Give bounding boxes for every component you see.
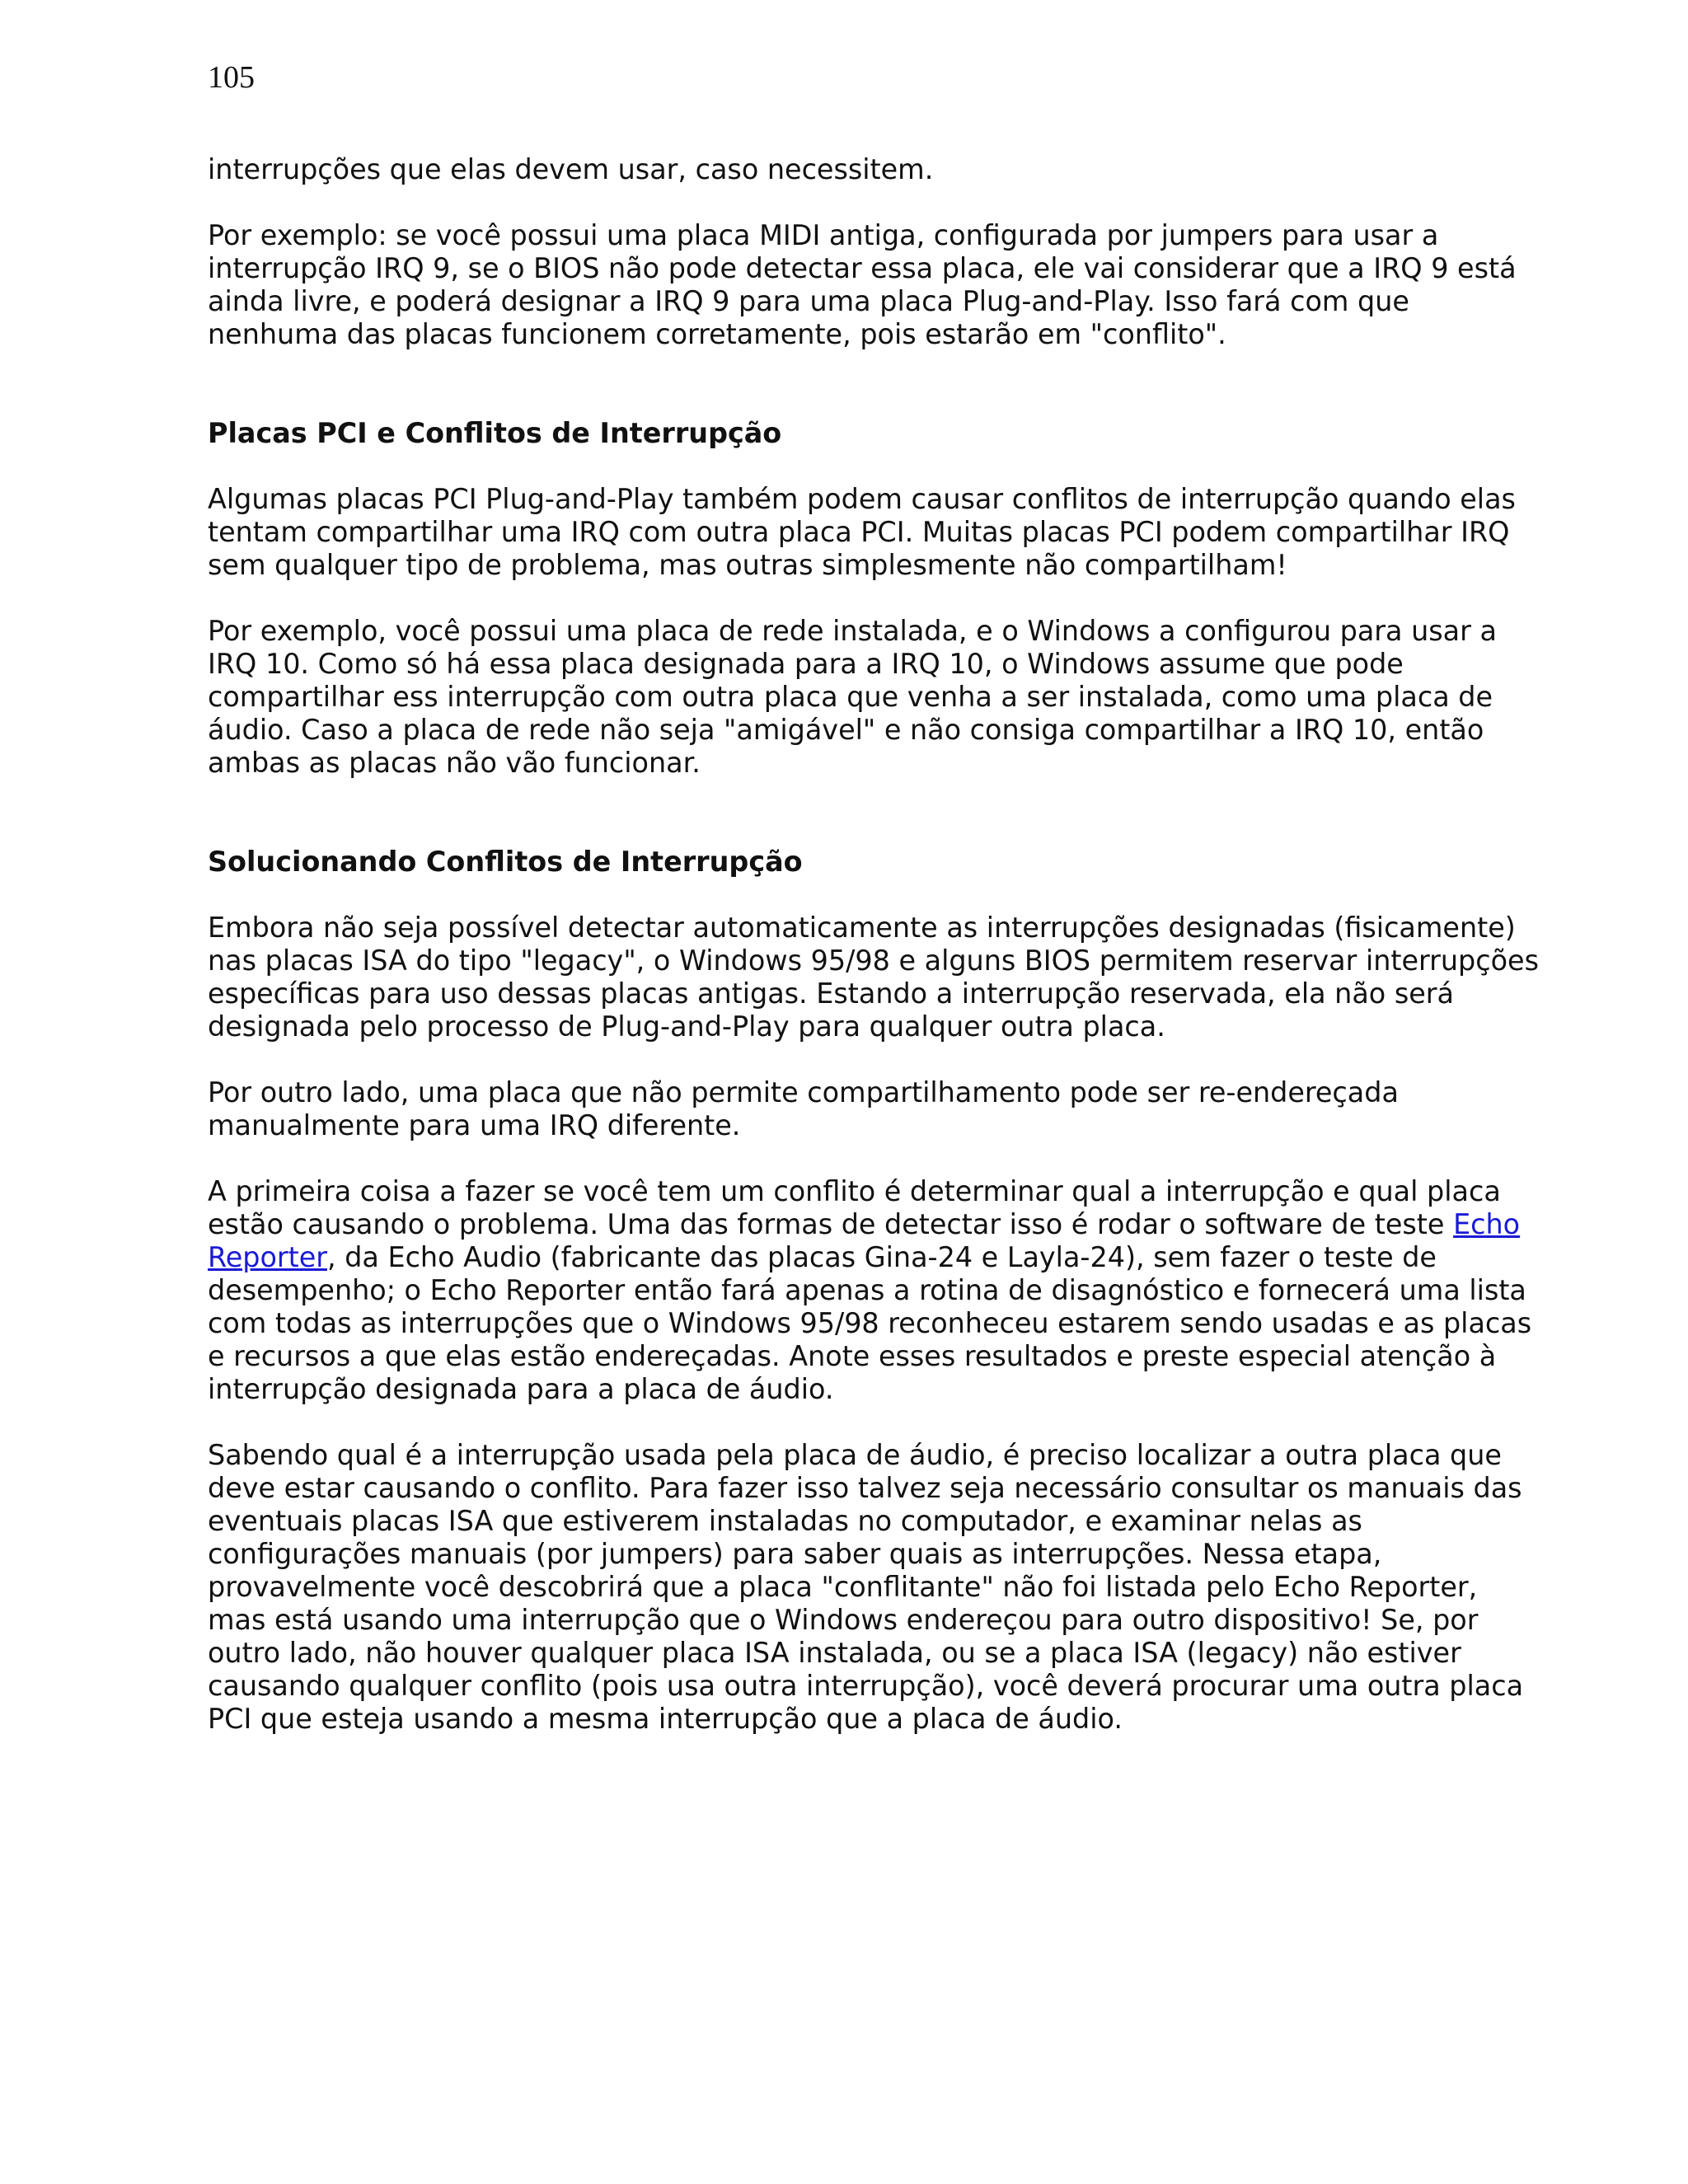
paragraph-pci-sharing: Algumas placas PCI Plug-and-Play também podem causar conflitos de interrupção quando elas tentam compartilhar uma IRQ com outra placa PCI. Muitas placas PCI podem compartilhar IRQ sem qualquer tipo de problema, mas outras simplesmente não compartilham! bbox=[208, 483, 1516, 581]
page-number: 105 bbox=[208, 60, 255, 95]
paragraph-locate-other-card: Sabendo qual é a interrupção usada pela placa de áudio, é preciso localizar a outra placa que deve estar causando o conflito. Para fazer isso talvez seja necessário consultar os manuais das eventuais placas ISA que estiverem instaladas no computador, e examinar nelas as configurações manuais (por jumpers) para saber quais as interrupções. Nessa etapa, provavelmente você descobrirá que a placa "conflitante" não foi listada pelo Echo Reporter, mas está usando uma interrupção que o Windows endereçou para outro dispositivo! Se, por outro lado, não houver qualquer placa ISA instalada, ou se a placa ISA (legacy) não estiver causando qualquer conflito (pois usa outra interrupção), você deverá procurar uma outra placa PCI que esteja usando a mesma interrupção que a placa de áudio. bbox=[208, 1439, 1524, 1735]
echo-reporter-text-after: , da Echo Audio (fabricante das placas Gina-24 e Layla-24), sem fazer o teste de desempenho; o Echo Reporter então fará apenas a rotina de disagnóstico e fornecerá uma lista com todas as interrupções que o Windows 95/98 reconheceu estarem sendo usadas e as placas e recursos a que elas estão endereçadas. Anote esses resultados e preste especial atenção à interrupção designada para a placa de áudio. bbox=[208, 1241, 1532, 1405]
heading-solving-conflicts: Solucionando Conflitos de Interrupção bbox=[208, 846, 803, 878]
paragraph-intro-continuation: interrupções que elas devem usar, caso necessitem. bbox=[208, 153, 934, 185]
paragraph-echo-reporter bbox=[208, 1175, 1543, 1406]
echo-reporter-link[interactable]: Echo Reporter bbox=[208, 1208, 1521, 1273]
paragraph-reserve-interrupts: Embora não seja possível detectar automaticamente as interrupções designadas (fisicamente) nas placas ISA do tipo "legacy", o Windows 95/98 e alguns BIOS permitem reservar interrupções específicas para uso dessas placas antigas. Estando a interrupção reservada, ela não será designada pelo processo de Plug-and-Play para qualquer outra placa. bbox=[208, 912, 1539, 1043]
document-body bbox=[208, 153, 1543, 1769]
heading-pci-conflicts: Placas PCI e Conflitos de Interrupção bbox=[208, 417, 782, 449]
paragraph-readdress-irq: Por outro lado, uma placa que não permite compartilhamento pode ser re-endereçada manualmente para uma IRQ diferente. bbox=[208, 1076, 1399, 1141]
paragraph-midi-example: Por exemplo: se você possui uma placa MIDI antiga, configurada por jumpers para usar a interrupção IRQ 9, se o BIOS não pode detectar essa placa, ele vai considerar que a IRQ 9 está ainda livre, e poderá designar a IRQ 9 para uma placa Plug-and-Play. Isso fará com que nenhuma das placas funcionem corretamente, pois estarão em "conflito". bbox=[208, 219, 1517, 350]
echo-reporter-text-before: A primeira coisa a fazer se você tem um conflito é determinar qual a interrupção e qual placa estão causando o problema. Uma das formas de detectar isso é rodar o software de teste bbox=[208, 1175, 1501, 1240]
paragraph-network-card-example: Por exemplo, você possui uma placa de rede instalada, e o Windows a configurou para usar a IRQ 10. Como só há essa placa designada para a IRQ 10, o Windows assume que pode compartilhar ess interrupção com outra placa que venha a ser instalada, como uma placa de áudio. Caso a placa de rede não seja "amigável" e não consiga compartilhar a IRQ 10, então ambas as placas não vão funcionar. bbox=[208, 615, 1497, 779]
